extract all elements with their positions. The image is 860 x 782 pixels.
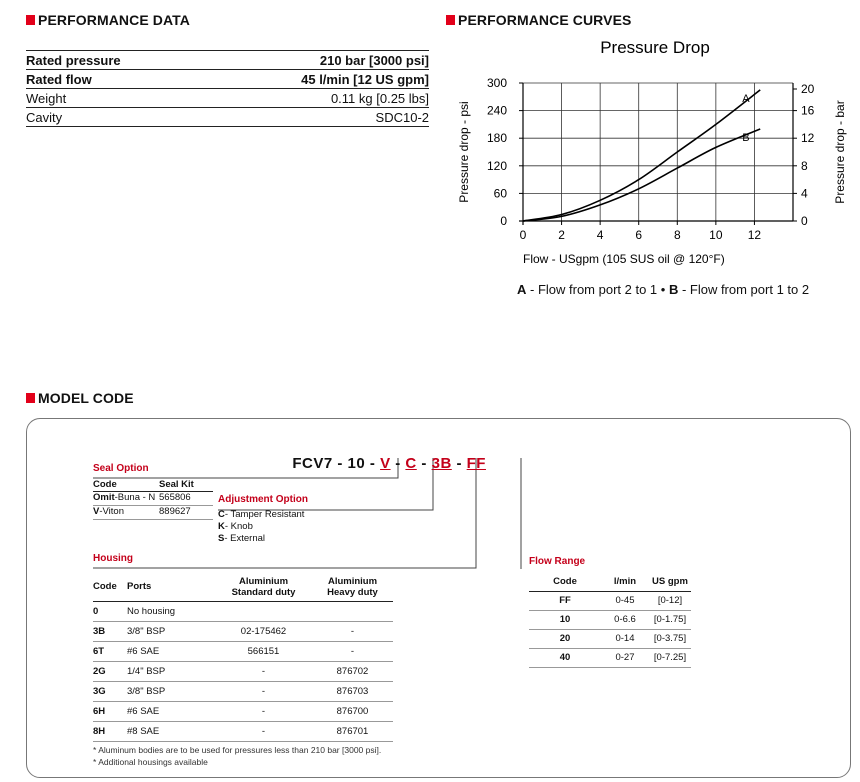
seal-kit: 565806 [159, 492, 191, 503]
y-tick-label: 0 [500, 214, 507, 228]
table-row [93, 641, 393, 661]
flow-code: 20 [529, 629, 601, 648]
y-tick-label: 240 [486, 103, 507, 118]
seal-option-cell [93, 492, 155, 503]
adjustment-option-list [218, 509, 304, 545]
model-code-string [283, 438, 486, 472]
seal-header-kit: Seal Kit [159, 479, 194, 490]
housing-ports: #6 SAE [127, 701, 215, 721]
flow-lmin: 0-14 [601, 629, 649, 648]
performance-value: 45 l/min [12 US gpm] [301, 72, 429, 87]
y-tick-label: 60 [493, 186, 507, 201]
housing-header-standard: Aluminium Standard duty [231, 575, 296, 598]
y-tick-label: 120 [486, 158, 507, 173]
seal-code: V [93, 506, 100, 517]
housing-code: 2G [93, 661, 127, 681]
adjustment-option-row [218, 533, 304, 545]
housing-standard: - [215, 681, 312, 701]
chart-title: Pressure Drop [600, 38, 710, 57]
housing-code: 3G [93, 681, 127, 701]
housing-code: 6H [93, 701, 127, 721]
performance-label: Rated pressure [26, 53, 121, 68]
adjustment-option-title: Adjustment Option [218, 494, 308, 505]
performance-value: 210 bar [3000 psi] [319, 53, 429, 68]
housing-heavy: 876701 [312, 721, 393, 741]
seal-option-header [93, 479, 213, 492]
housing-heavy: 876700 [312, 701, 393, 721]
series-label-B: B [742, 132, 750, 144]
flow-code: 40 [529, 648, 601, 667]
housing-header-ports: Ports [127, 581, 152, 593]
model-code-title: MODEL CODE [38, 390, 134, 406]
performance-curves-title: PERFORMANCE CURVES [458, 12, 632, 28]
housing-note: * Aluminum bodies are to be used for pressures less than 210 bar [3000 psi]. [93, 745, 382, 755]
table-row [529, 610, 691, 629]
x-axis-label: Flow - USgpm (105 SUS oil @ 120°F) [523, 252, 725, 266]
adjustment-code: S [218, 533, 225, 544]
performance-value: 0.11 kg [0.25 lbs] [330, 91, 429, 106]
y2-axis-label: Pressure drop - bar [833, 100, 847, 204]
seal-option-row [93, 492, 213, 506]
flow-gpm: [0-12] [649, 591, 691, 610]
y2-tick-label: 12 [801, 131, 815, 146]
flow-header-row [529, 573, 691, 591]
y2-tick-label: 0 [801, 214, 808, 228]
y-axis-label: Pressure drop - psi [457, 101, 471, 203]
adjustment-code: K [218, 521, 225, 532]
y2-tick-label: 8 [801, 158, 808, 173]
y-tick-label: 300 [486, 76, 507, 90]
seal-option-table [93, 479, 213, 520]
code-sep: - [365, 455, 381, 472]
code-sep: - [451, 455, 467, 472]
housing-heavy: - [312, 621, 393, 641]
flow-lmin: 0-6.6 [601, 610, 649, 629]
x-tick-label: 2 [558, 228, 565, 242]
legend-b-text: - Flow from port 1 to 2 [678, 282, 810, 297]
adjustment-code: C [218, 509, 225, 520]
housing-title: Housing [93, 553, 133, 564]
code-flow: FF [466, 455, 486, 472]
code-series: FCV7 [292, 455, 333, 472]
y2-tick-label: 4 [801, 186, 808, 201]
table-row [93, 721, 393, 741]
seal-code: Omit [93, 492, 115, 503]
housing-heavy [312, 601, 393, 621]
code-sep: - [390, 455, 406, 472]
housing-code: 3B [93, 621, 127, 641]
housing-code: 8H [93, 721, 127, 741]
housing-standard: 566151 [215, 641, 312, 661]
flow-lmin: 0-45 [601, 591, 649, 610]
housing-heavy: 876703 [312, 681, 393, 701]
table-row [93, 661, 393, 681]
y2-tick-label: 20 [801, 82, 815, 96]
flow-range-table [529, 573, 691, 668]
x-tick-label: 4 [596, 228, 604, 242]
code-seal: V [380, 455, 391, 472]
code-adjustment: C [405, 455, 417, 472]
housing-notes [93, 744, 381, 768]
performance-data-title: PERFORMANCE DATA [38, 12, 190, 28]
code-sep: - [416, 455, 432, 472]
housing-code: 0 [93, 601, 127, 621]
flow-gpm: [0-3.75] [649, 629, 691, 648]
seal-option-cell [93, 506, 124, 517]
adjustment-option-row [218, 509, 304, 521]
housing-ports: No housing [127, 601, 215, 621]
code-housing: 3B [431, 455, 452, 472]
legend-a-key: A [517, 282, 527, 297]
housing-standard [215, 601, 312, 621]
table-row [529, 648, 691, 667]
flow-gpm: [0-1.75] [649, 610, 691, 629]
flow-header-gpm: US gpm [652, 576, 688, 588]
flow-code: 10 [529, 610, 601, 629]
table-row [93, 601, 393, 621]
housing-standard: - [215, 661, 312, 681]
housing-heavy: - [312, 641, 393, 661]
performance-label: Weight [26, 91, 67, 106]
legend-b-key: B [668, 282, 679, 297]
table-row [529, 629, 691, 648]
performance-label: Cavity [26, 110, 63, 125]
housing-table [93, 573, 393, 742]
housing-standard: - [215, 701, 312, 721]
housing-ports: #6 SAE [127, 641, 215, 661]
housing-ports: 1/4" BSP [127, 661, 215, 681]
housing-header-heavy: Aluminium Heavy duty [327, 575, 378, 598]
seal-option-row [93, 506, 213, 520]
flow-range-title: Flow Range [529, 556, 586, 567]
housing-standard: - [215, 721, 312, 741]
seal-desc: -Viton [99, 506, 124, 517]
table-row [93, 701, 393, 721]
housing-standard: 02-175462 [215, 621, 312, 641]
x-tick-label: 6 [635, 228, 643, 242]
adjustment-desc: - Tamper Resistant [224, 509, 305, 520]
seal-desc: -Buna - N [114, 492, 156, 503]
housing-note: * Additional housings available [93, 757, 208, 767]
y-tick-label: 180 [486, 131, 507, 146]
table-row [529, 591, 691, 610]
seal-kit: 889627 [159, 506, 191, 517]
flow-header-lmin: l/min [613, 576, 637, 588]
code-size: 10 [347, 455, 366, 472]
flow-code: FF [529, 591, 601, 610]
x-tick-label: 8 [673, 228, 681, 242]
housing-code: 6T [93, 641, 127, 661]
housing-ports: 3/8" BSP [127, 621, 215, 641]
housing-header-code: Code [93, 581, 117, 593]
performance-label: Rated flow [26, 72, 92, 87]
adjustment-option-row [218, 521, 304, 533]
table-row [93, 681, 393, 701]
adjustment-desc: - Knob [224, 521, 253, 532]
flow-gpm: [0-7.25] [649, 648, 691, 667]
adjustment-desc: - External [224, 533, 265, 544]
code-sep: - [332, 455, 348, 472]
x-tick-label: 0 [519, 228, 527, 242]
legend-a-text: - Flow from port 2 to 1 • [526, 282, 669, 297]
performance-value: SDC10-2 [375, 110, 429, 125]
x-tick-label: 12 [747, 228, 762, 242]
table-row [93, 621, 393, 641]
series-label-A: A [742, 92, 750, 105]
x-tick-label: 10 [709, 228, 723, 242]
seal-option-title: Seal Option [93, 463, 149, 474]
housing-header-row [93, 573, 393, 601]
housing-ports: #8 SAE [127, 721, 215, 741]
housing-ports: 3/8" BSP [127, 681, 215, 701]
flow-header-code: Code [553, 576, 577, 588]
seal-header-code: Code [93, 479, 117, 490]
housing-heavy: 876702 [312, 661, 393, 681]
y2-tick-label: 16 [801, 103, 815, 118]
flow-lmin: 0-27 [601, 648, 649, 667]
